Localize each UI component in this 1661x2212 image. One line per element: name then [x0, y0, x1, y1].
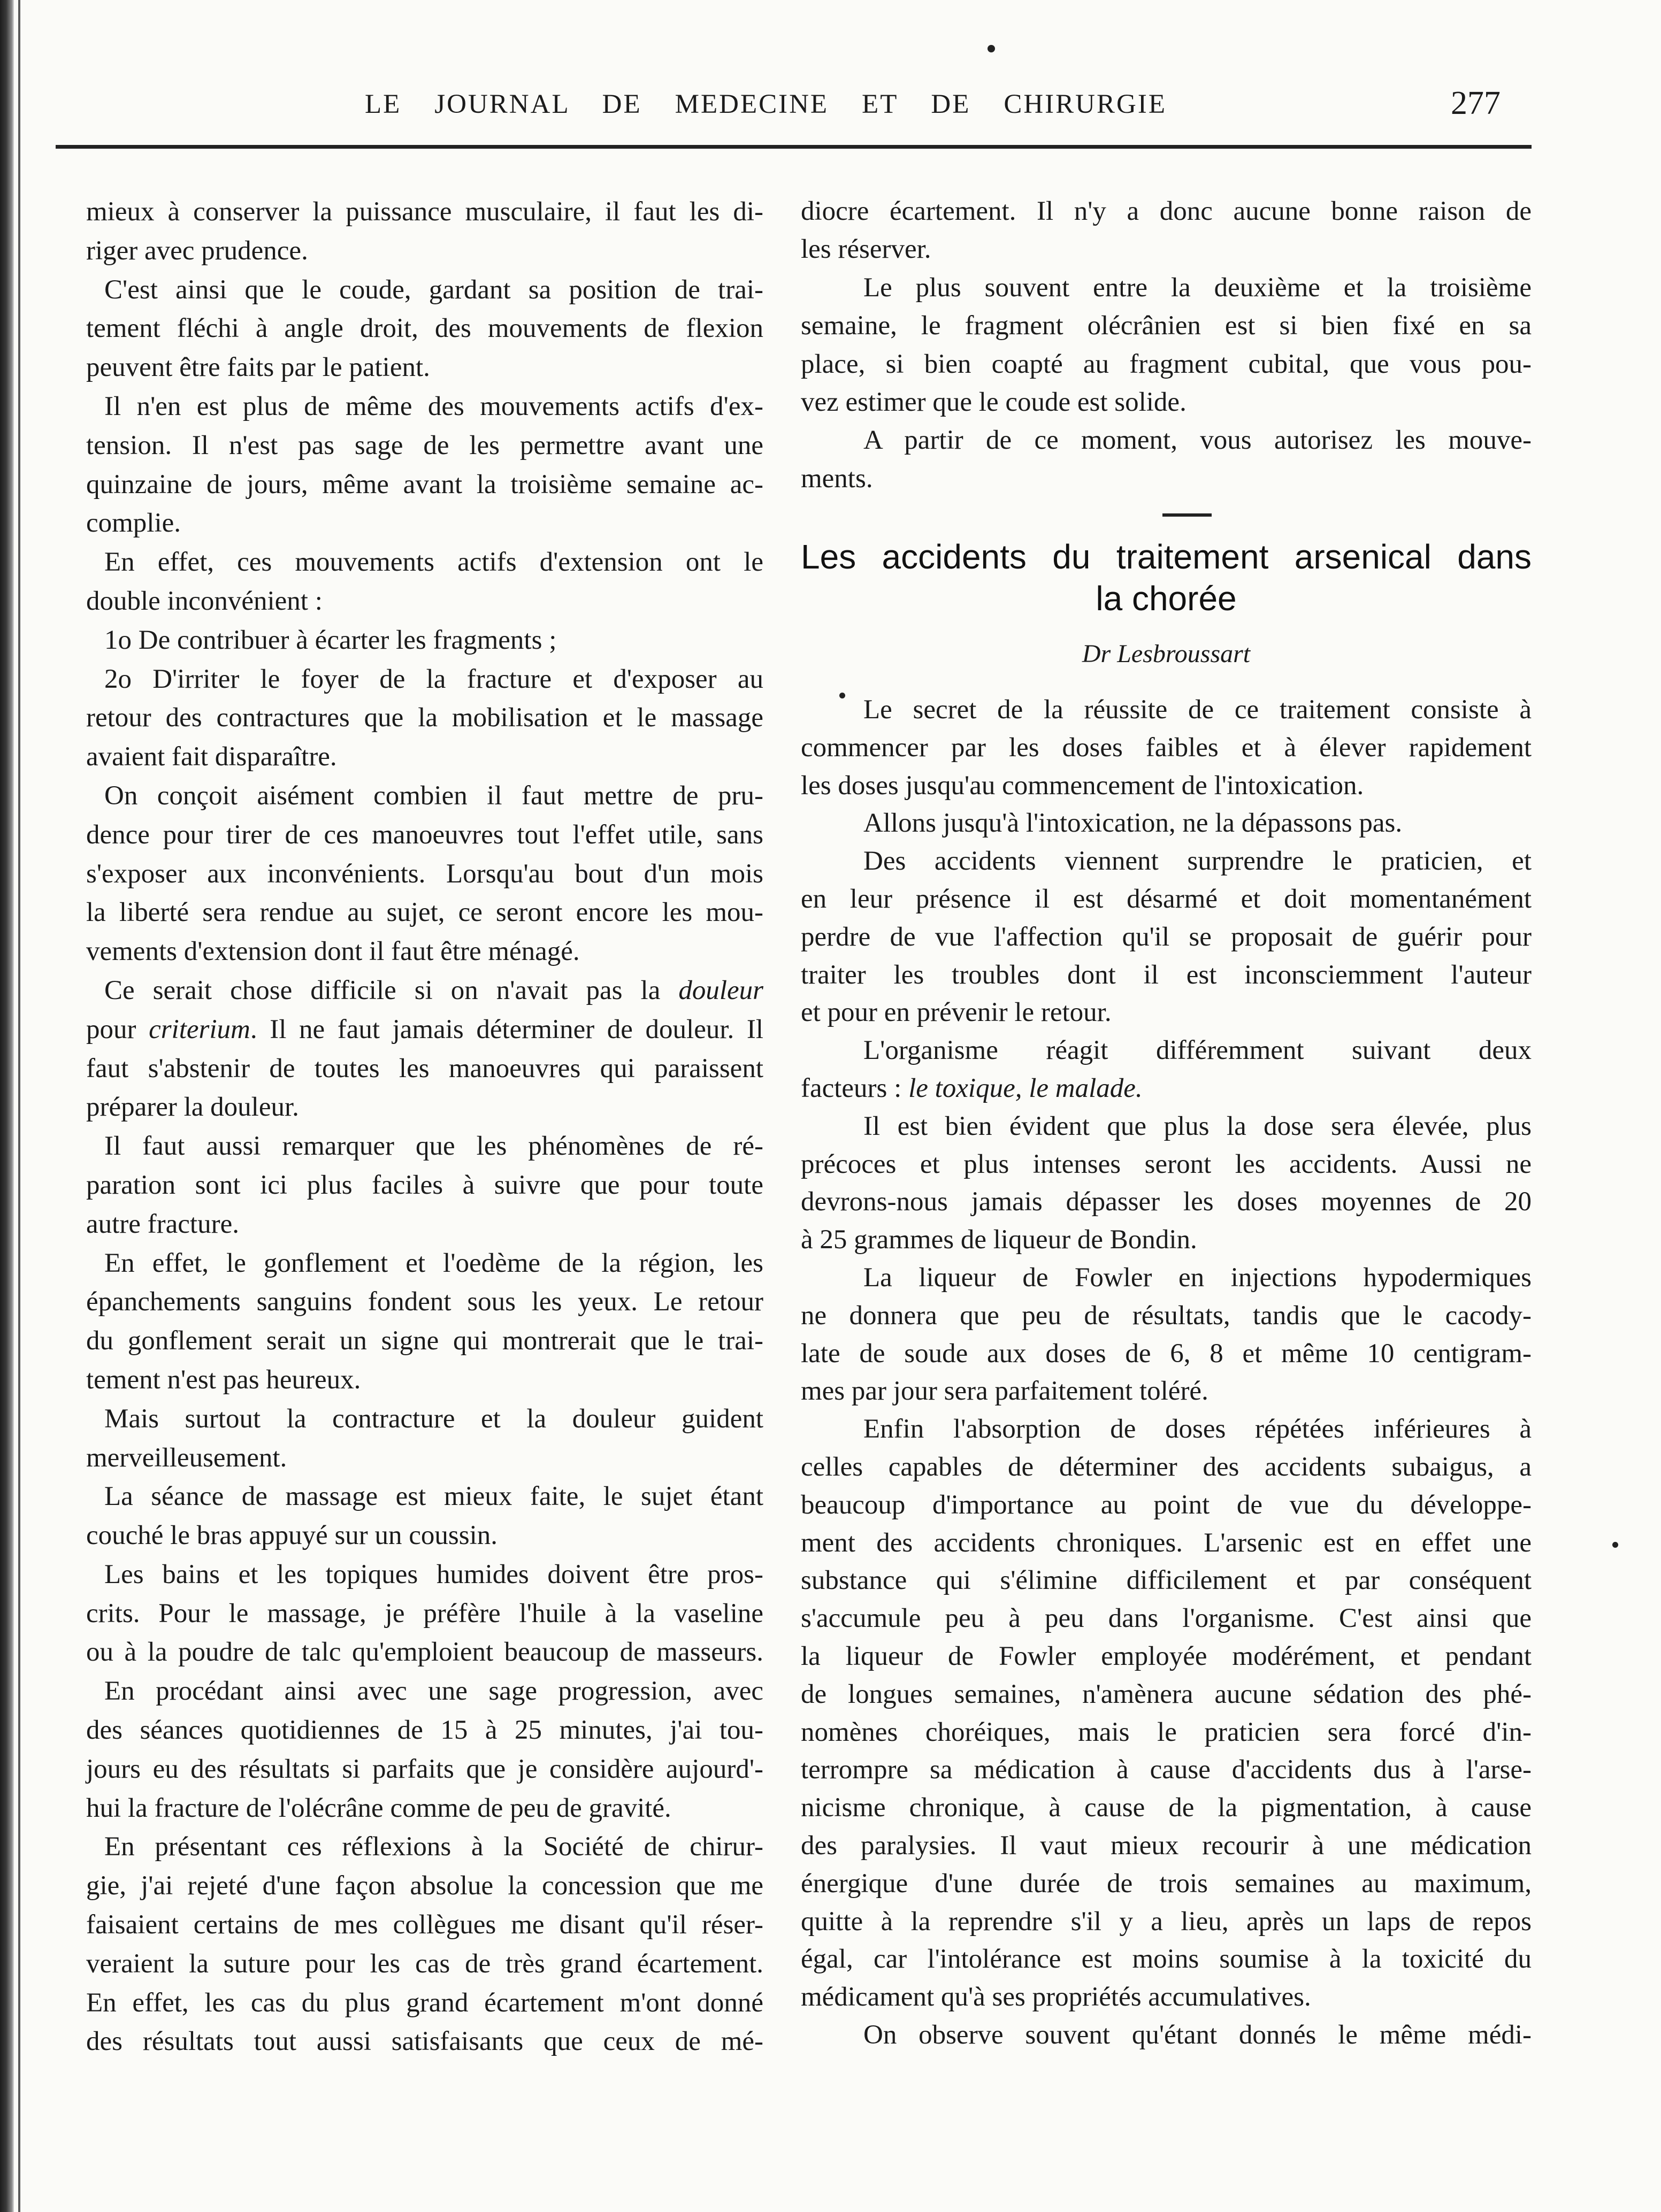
text-line: En effet, les cas du plus grand écartement m'ont donné	[86, 1987, 763, 2018]
text-line: jours eu des résultats si parfaits que je considère aujourd'-	[86, 1754, 763, 1784]
article-author: Dr Lesbroussart	[1082, 640, 1251, 668]
text-line: égal, car l'intolérance est moins soumise à la toxicité du	[801, 1944, 1532, 1975]
text-line: diocre écartement. Il n'y a donc aucune bonne raison de	[801, 196, 1532, 226]
text-segment: pour	[86, 1014, 149, 1044]
text-line: retour des contractures que la mobilisation et le massage	[86, 703, 763, 733]
text-line: faut s'abstenir de toutes les manoeuvres qui paraissent	[86, 1053, 763, 1084]
text-line: s'accumule peu à peu dans l'organisme. C'est ainsi que	[801, 1603, 1532, 1634]
text-line	[86, 1010, 763, 1049]
scan-speck	[1612, 1542, 1618, 1548]
text-line: nomènes choréiques, mais le praticien sera forcé d'in-	[801, 1717, 1532, 1747]
text-line: A partir de ce moment, vous autorisez les mouve-	[863, 425, 1532, 456]
text-segment: facteurs :	[801, 1073, 909, 1103]
text-line: complie.	[86, 508, 181, 539]
text-line: autre fracture.	[86, 1209, 239, 1239]
text-line: Les bains et les topiques humides doivent être pros-	[104, 1559, 763, 1589]
text-line: hui la fracture de l'olécrâne comme de peu de gravité.	[86, 1793, 671, 1823]
page-number: 277	[1451, 85, 1501, 121]
text-line: veraient la suture pour les cas de très grand écartement.	[86, 1948, 763, 1979]
text-line: précoces et plus intenses seront les accidents. Aussi ne	[801, 1149, 1532, 1179]
text-line: On observe souvent qu'étant donnés le même médi-	[863, 2019, 1532, 2050]
text-line: couché le bras appuyé sur un coussin.	[86, 1520, 498, 1551]
text-line: du gonflement serait un signe qui montrerait que le trai-	[86, 1326, 763, 1356]
italic-term: le toxique, le malade.	[908, 1073, 1143, 1103]
text-line: place, si bien coapté au fragment cubital, que vous pou-	[801, 349, 1532, 379]
text-line: semaine, le fragment olécrânien est si bien fixé en sa	[801, 311, 1532, 341]
text-line: Il faut aussi remarquer que les phénomènes de ré-	[104, 1131, 763, 1162]
text-line: s'exposer aux inconvénients. Lorsqu'au bout d'un mois	[86, 858, 763, 889]
text-line: médicament qu'à ses propriétés accumulatives.	[801, 1982, 1311, 2013]
text-line	[801, 1070, 1532, 1108]
text-line: ou à la poudre de talc qu'emploient beaucoup de masseurs.	[86, 1637, 763, 1668]
text-line: Le plus souvent entre la deuxième et la troisième	[863, 272, 1532, 303]
text-line: En effet, le gonflement et l'oedème de la région, les	[104, 1248, 763, 1278]
text-line: avaient fait disparaître.	[86, 742, 337, 772]
text-line: ment des accidents chroniques. L'arsenic est en effet une	[801, 1527, 1532, 1558]
text-line: préparer la douleur.	[86, 1092, 299, 1123]
text-line: des résultats tout aussi satisfaisants que ceux de mé-	[86, 2026, 763, 2057]
text-line: Allons jusqu'à l'intoxication, ne la dépassons pas.	[863, 808, 1403, 839]
text-line: crits. Pour le massage, je préfère l'huile à la vaseline	[86, 1598, 763, 1629]
text-line	[86, 971, 763, 1010]
text-line: mieux à conserver la puissance musculaire, il faut les di-	[86, 197, 763, 227]
text-line: En procédant ainsi avec une sage progression, avec	[104, 1676, 763, 1707]
article-title	[801, 536, 1532, 619]
text-line: mes par jour sera parfaitement toléré.	[801, 1376, 1208, 1407]
text-line: tension. Il n'est pas sage de les permettre avant une	[86, 430, 763, 460]
text-line: Des accidents viennent surprendre le praticien, et	[863, 846, 1532, 877]
text-line: quitte à la reprendre s'il y a lieu, après un laps de repos	[801, 1906, 1532, 1937]
text-line: en leur présence il est désarmé et doit momentanément	[801, 884, 1532, 914]
text-line: les réserver.	[801, 234, 931, 265]
text-line: commencer par les doses faibles et à élever rapidement	[801, 732, 1532, 763]
text-line: terrompre sa médication à cause d'accidents dus à l'arse-	[801, 1755, 1532, 1785]
text-line: 1o De contribuer à écarter les fragments ;	[104, 625, 557, 655]
article-title-line: Les accidents du traitement arsenical dans	[801, 537, 1532, 576]
text-line: des séances quotidiennes de 15 à 25 minutes, j'ai tou-	[86, 1715, 763, 1746]
text-line: devrons-nous jamais dépasser les doses moyennes de 20	[801, 1187, 1532, 1217]
text-line: La séance de massage est mieux faite, le sujet étant	[104, 1481, 763, 1512]
article-separator-rule	[1162, 513, 1212, 517]
text-line: énergique d'une durée de trois semaines au maximum,	[801, 1868, 1532, 1899]
text-line: nicisme chronique, à cause de la pigmentation, à cause	[801, 1793, 1532, 1823]
text-line: Il n'en est plus de même des mouvements actifs d'ex-	[104, 391, 763, 421]
text-line: tement n'est pas heureux.	[86, 1364, 361, 1395]
running-header-title: LE JOURNAL DE MEDECINE ET DE CHIRURGIE	[365, 89, 1167, 119]
text-line: ments.	[801, 463, 873, 494]
text-line: La liqueur de Fowler en injections hypodermiques	[863, 1262, 1532, 1293]
article-title-line: la chorée	[1096, 579, 1237, 618]
header-rule	[56, 145, 1532, 149]
text-line: tement fléchi à angle droit, des mouvements de flexion	[86, 313, 763, 344]
left-column	[86, 193, 763, 2061]
text-line: ne donnera que peu de résultats, tandis que le cacody-	[801, 1300, 1532, 1331]
scan-border-line	[18, 0, 20, 2212]
text-line: Il est bien évident que plus la dose sera élevée, plus	[863, 1111, 1532, 1141]
right-column-continuation	[801, 193, 1532, 498]
scan-page-edge	[0, 0, 14, 2212]
text-line: Mais surtout la contracture et la douleur guident	[104, 1403, 763, 1434]
text-line: de longues semaines, n'amènera aucune sédation des phé-	[801, 1679, 1532, 1709]
italic-term: criterium	[149, 1014, 250, 1044]
text-line: perdre de vue l'affection qu'il se proposait de guérir pour	[801, 921, 1532, 952]
text-line: 2o D'irriter le foyer de la fracture et d'exposer au	[104, 664, 763, 694]
article-body	[801, 691, 1532, 2054]
text-line: celles capables de déterminer des accidents subaigus, a	[801, 1451, 1532, 1482]
text-line: Le secret de la réussite de ce traitement consiste à	[863, 695, 1532, 725]
text-line: quinzaine de jours, même avant la troisième semaine ac-	[86, 469, 763, 500]
text-line: L'organisme réagit différemment suivant deux	[863, 1035, 1532, 1066]
text-line: traiter les troubles dont il est inconsciemment l'auteur	[801, 959, 1532, 990]
text-line: vez estimer que le coude est solide.	[801, 387, 1187, 417]
text-line: dence pour tirer de ces manoeuvres tout l'effet utile, sans	[86, 819, 763, 850]
text-line: On conçoit aisément combien il faut mettre de pru-	[104, 780, 763, 811]
text-line: En présentant ces réflexions à la Société de chirur-	[104, 1832, 763, 1862]
text-line: gie, j'ai rejeté d'une façon absolue la concession que me	[86, 1871, 763, 1901]
text-line: peuvent être faits par le patient.	[86, 352, 430, 383]
text-line: late de soude aux doses de 6, 8 et même 10 centigram-	[801, 1338, 1532, 1369]
text-line: substance qui s'élimine difficilement et par conséquent	[801, 1565, 1532, 1596]
text-line: beaucoup d'importance au point de vue du développe-	[801, 1489, 1532, 1520]
text-line: En effet, ces mouvements actifs d'extension ont le	[104, 547, 763, 578]
scan-speck	[988, 45, 995, 52]
text-line: merveilleusement.	[86, 1442, 287, 1473]
text-line: à 25 grammes de liqueur de Bondin.	[801, 1225, 1197, 1255]
text-line: faisaient certains de mes collègues me disant qu'il réser-	[86, 1910, 763, 1940]
text-line: paration sont ici plus faciles à suivre que pour toute	[86, 1170, 763, 1200]
text-line: la liqueur de Fowler employée modérément, et pendant	[801, 1641, 1532, 1671]
text-line: vements d'extension dont il faut être ménagé.	[86, 936, 580, 967]
text-line: riger avec prudence.	[86, 235, 308, 266]
text-segment: Ce serait chose difficile si on n'avait pas la	[104, 975, 679, 1005]
text-line: épanchements sanguins fondent sous les yeux. Le retour	[86, 1287, 763, 1317]
italic-term: douleur	[678, 975, 763, 1005]
text-line: double inconvénient :	[86, 586, 323, 616]
text-segment: . Il ne faut jamais déterminer de douleur. Il	[250, 1014, 763, 1044]
text-line: les doses jusqu'au commencement de l'intoxication.	[801, 770, 1364, 801]
text-line: des paralysies. Il vaut mieux recourir à une médication	[801, 1830, 1532, 1861]
text-line: Enfin l'absorption de doses répétées inférieures à	[863, 1414, 1532, 1445]
text-line: et pour en prévenir le retour.	[801, 997, 1112, 1028]
text-line: C'est ainsi que le coude, gardant sa position de trai-	[104, 274, 763, 305]
text-line: la liberté sera rendue au sujet, ce seront encore les mou-	[86, 897, 763, 928]
